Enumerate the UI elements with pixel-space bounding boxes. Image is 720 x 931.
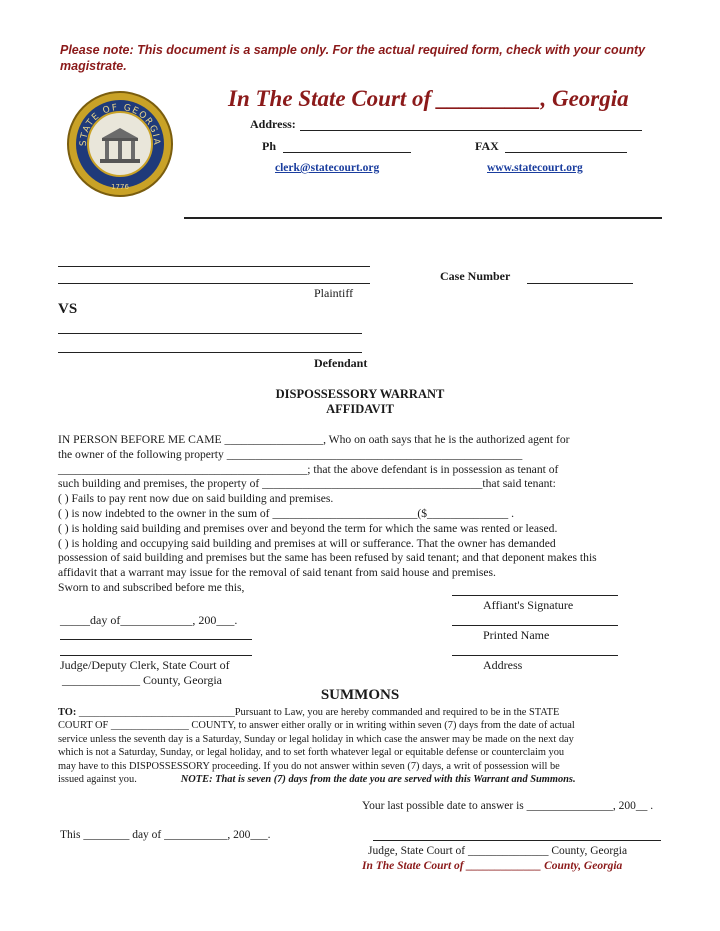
warrant-option-line: ( ) is now indebted to the owner in the sum of _________________________($______________ .: [58, 506, 514, 520]
warrant-title: DISPOSSESSORY WARRANT: [275, 387, 445, 401]
judge-state-court-line: Judge, State Court of ______________ County, Georgia: [368, 845, 628, 857]
court-website-link[interactable]: www.statecourt.org: [487, 162, 583, 174]
summons-body: [58, 706, 664, 786]
warrant-body: [58, 433, 664, 596]
seal-text: STATE OF GEORGIA: [78, 102, 162, 147]
plaintiff-line-2: [58, 283, 370, 284]
sample-disclaimer-note: Please note: This document is a sample only. For the actual required form, check with your county magistrate.: [60, 43, 646, 73]
affiant-signature-label: Affiant's Signature: [483, 598, 574, 612]
affiant-signature-line: [452, 595, 618, 596]
printed-name-label: Printed Name: [483, 628, 550, 642]
vs-label: VS: [58, 301, 78, 317]
fax-label: FAX: [475, 139, 499, 153]
defendant-line-1: [58, 333, 362, 334]
phone-label: Ph: [262, 139, 277, 153]
judge-summons-signature-line: [373, 840, 661, 841]
judge-clerk-label: Judge/Deputy Clerk, State Court of: [60, 658, 230, 672]
seal-year: 1776: [111, 183, 129, 191]
warrant-line: such building and premises, the property of ______________________________________that said tenant:: [58, 477, 556, 491]
defendant-line-2: [58, 352, 362, 353]
header-divider: [184, 217, 662, 219]
warrant-line: IN PERSON BEFORE ME CAME _________________, Who on oath says that he is the authorized agent for: [58, 433, 570, 446]
judge-signature-line-2: [60, 655, 252, 656]
county-georgia-line: _____________ County, Georgia: [62, 673, 222, 687]
summons-line: COURT OF _______________ COUNTY, to answer either orally or in writing within seven (7) days from the date of actual: [58, 720, 575, 732]
case-number-line: [527, 283, 633, 284]
sworn-day-line: _____day of____________, 200___.: [60, 613, 238, 627]
address-signature-line: [452, 655, 618, 656]
summons-last-line: issued against you.: [58, 774, 137, 786]
case-number-label: Case Number: [440, 269, 511, 283]
defendant-label: Defendant: [314, 356, 368, 370]
warrant-option-line: ( ) Fails to pay rent now due on said building and premises.: [58, 492, 334, 506]
address-signature-label: Address: [483, 658, 523, 672]
summons-to-label: TO:: [58, 707, 77, 718]
address-line: [300, 130, 642, 131]
address-label: Address:: [250, 117, 296, 131]
summons-line: which is not a Saturday, Sunday, or legal holiday, and to set forth whatever legal or equitable defense or counterclaim you: [58, 747, 565, 759]
summons-title: SUMMONS: [320, 687, 400, 703]
warrant-line: possession of said building and premises but the same has been refused by said tenant; and that deponent makes this: [58, 551, 597, 565]
last-possible-date-line: Your last possible date to answer is _______________, 200__ .: [362, 800, 654, 812]
fax-line: [505, 152, 627, 153]
plaintiff-line-1: [58, 266, 370, 267]
warrant-line: the owner of the following property ___________________________________________________: [58, 447, 523, 461]
this-day-line: This ________ day of ___________, 200___.: [60, 829, 271, 841]
judge-signature-line-1: [60, 639, 252, 640]
court-title: In The State Court of _________, Georgia: [228, 86, 629, 111]
summons-line: may have to this DISPOSSESSORY proceeding. If you do not answer within seven (7) days, a writ of possession will be: [58, 760, 560, 772]
warrant-line: ___________________________________________; that the above defendant is in possession as tenant of: [58, 462, 559, 476]
printed-name-line: [452, 625, 618, 626]
georgia-state-seal: [66, 90, 174, 198]
warrant-line: affidavit that a warrant may issue for the removal of said tenant from said house and premises.: [58, 566, 496, 580]
affidavit-title: AFFIDAVIT: [326, 402, 394, 416]
clerk-email-link[interactable]: clerk@statecourt.org: [275, 162, 380, 174]
summons-line: service unless the seventh day is a Saturday, Sunday or legal holiday in which case the answer may be made on the next day: [58, 733, 574, 745]
plaintiff-label: Plaintiff: [314, 286, 354, 300]
summons-line: ______________________________Pursuant to Law, you are hereby commanded and required to be in the STATE: [78, 707, 560, 718]
phone-line: [283, 152, 411, 153]
warrant-option-line: ( ) is holding said building and premises over and beyond the term for which the same was rented or leased.: [58, 521, 558, 535]
warrant-option-line: ( ) is holding and occupying said building and premises at will or sufferance. That the owner has demanded: [58, 536, 556, 550]
sworn-line: Sworn to and subscribed before me this,: [58, 580, 245, 594]
court-footer-line: In The State Court of _____________ County, Georgia: [362, 860, 623, 872]
summons-note: NOTE: That is seven (7) days from the date you are served with this Warrant and Summons.: [180, 774, 576, 786]
